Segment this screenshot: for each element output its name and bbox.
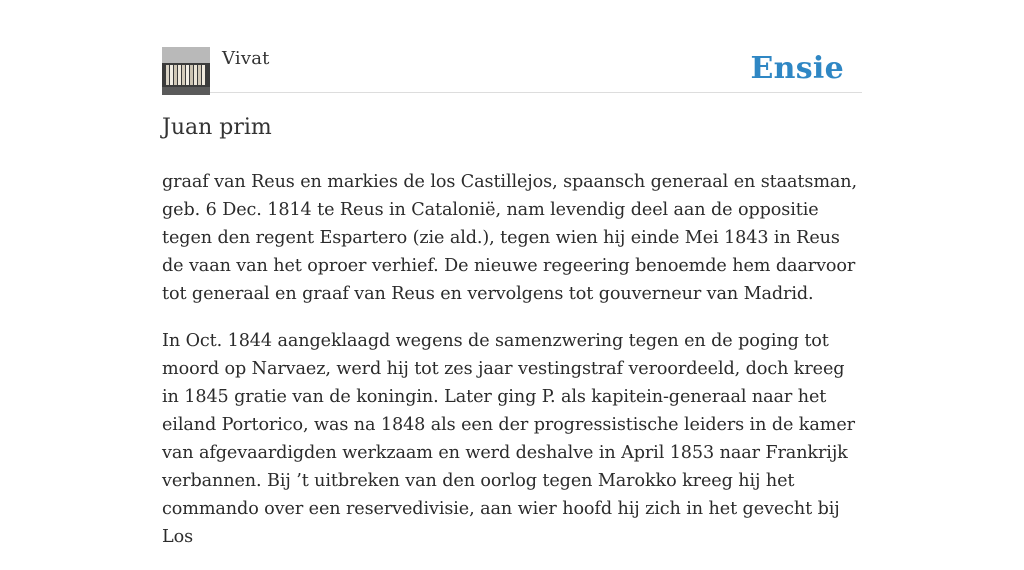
article-paragraph: In Oct. 1844 aangeklaagd wegens de samenzwering tegen en de poging tot moord op Narvaez, werd hij tot zes jaar vestingstraf veroordeeld, doch kreeg in 1845 gratie van de koningin. Later ging P. als kapitein-generaal naar het eiland Portorico, was na 1848 als een der progressistische leiders in de kamer van afgevaardigden werkzaam en werd deshalve in April 1853 naar Frankrijk verbannen. Bij ’t uitbreken van den oorlog tegen Marokko kreeg hij het commando over een reservedivisie, aan wier hoofd hij zich in het gevecht bij Los xyxy=(162,331,855,547)
author-avatar[interactable] xyxy=(162,47,210,95)
ensie-logo[interactable]: Ensie xyxy=(750,51,844,86)
article-title: Juan prim xyxy=(162,115,272,140)
author-name[interactable]: Vivat xyxy=(222,48,270,69)
article-paragraph: graaf van Reus en markies de los Castillejos, spaansch generaal en staatsman, geb. 6 Dec. 1814 te Reus in Catalonië, nam levendig deel aan de oppositie tegen den regent Espartero (zie ald.), tegen wien hij einde Mei 1843 in Reus de vaan van het oproer verhief. De nieuwe regeering benoemde hem daarvoor tot generaal en graaf van Reus en vervolgens tot gouverneur van Madrid. xyxy=(162,172,858,304)
article-body xyxy=(162,168,862,570)
bookshelf-avatar-icon xyxy=(162,47,210,95)
article-header xyxy=(162,46,862,93)
